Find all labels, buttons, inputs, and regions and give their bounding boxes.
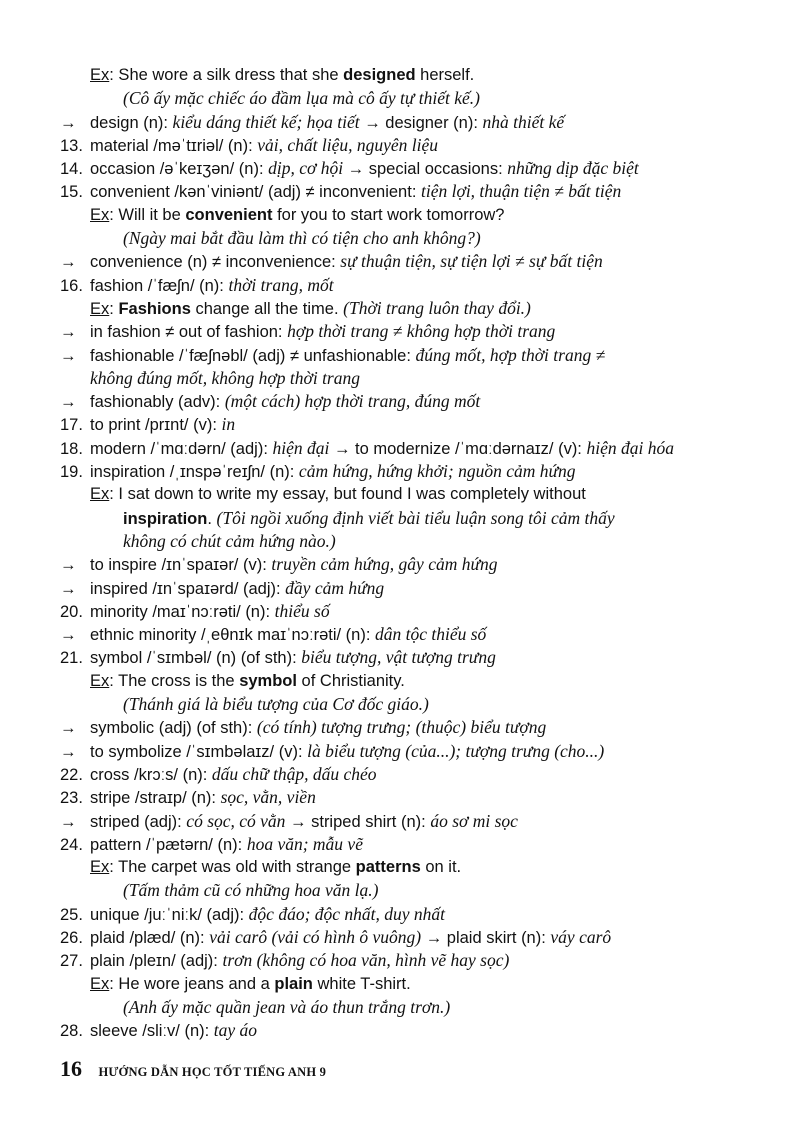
example-line — [60, 670, 740, 693]
entry-number: 27. — [60, 952, 83, 971]
highlighted-word: convenient — [185, 205, 273, 224]
arrow-icon: → — [60, 346, 77, 365]
arrow-icon: → — [60, 742, 77, 761]
vietnamese-meaning: váy carô — [550, 926, 612, 947]
vietnamese-meaning: truyền cảm hứng, gây cảm hứng — [271, 554, 498, 575]
english-text: herself. — [415, 66, 475, 84]
english-text: occasion /əˈkeɪʒən/ (n): — [90, 160, 269, 179]
example-label: Ex — [90, 66, 110, 84]
vietnamese-meaning: tay áo — [213, 1020, 258, 1041]
english-text: change all the time. — [190, 299, 344, 318]
entry-number: 26. — [60, 928, 83, 947]
english-text: → designer (n): — [359, 113, 483, 132]
vietnamese-meaning: hiện đại — [272, 437, 330, 458]
highlighted-word: patterns — [355, 858, 421, 877]
vietnamese-meaning: biểu tượng, vật tượng trưng — [301, 647, 496, 668]
derived-word-line — [60, 390, 740, 413]
english-text: symbol /ˈsɪmbəl/ (n) (of sth): — [90, 649, 302, 668]
vietnamese-meaning: in — [221, 414, 236, 435]
english-text: : I sat down to write my essay, but found I was completely without — [109, 485, 586, 504]
english-text: minority /maɪˈnɔːrəti/ (n): — [90, 602, 275, 621]
vietnamese-meaning: đúng mốt, hợp thời trang ≠ — [415, 344, 606, 365]
vietnamese-meaning: vải, chất liệu, nguyên liệu — [257, 134, 439, 155]
book-title: HƯỚNG DẪN HỌC TỐT TIẾNG ANH 9 — [98, 1065, 327, 1079]
vietnamese-meaning: tiện lợi, thuận tiện ≠ bất tiện — [421, 181, 622, 202]
english-text: material /məˈtɪriəl/ (n): — [90, 136, 258, 155]
entry-number: 14. — [60, 160, 83, 179]
english-text: in fashion ≠ out of fashion: — [90, 323, 288, 342]
entry-number: 25. — [60, 905, 83, 924]
entry-number: 16. — [60, 276, 83, 295]
vietnamese-meaning: (Thời trang luôn thay đổi.) — [343, 297, 531, 318]
derived-word-line — [60, 344, 740, 367]
english-text: inspiration /ˌɪnspəˈreɪʃn/ (n): — [90, 463, 299, 482]
entry-number: 23. — [60, 789, 83, 808]
vietnamese-meaning: áo sơ mi sọc — [430, 810, 518, 831]
example-label: Ex — [90, 485, 110, 504]
translation-line — [60, 87, 740, 110]
vocab-entry — [60, 786, 740, 809]
derived-word-line — [60, 623, 740, 646]
vietnamese-meaning: (một cách) hợp thời trang, đúng mốt — [224, 391, 481, 412]
vocab-entry — [60, 460, 740, 483]
arrow-icon: → — [60, 113, 77, 132]
english-text: unique /juːˈniːk/ (adj): — [90, 905, 249, 924]
vietnamese-meaning: không đúng mốt, không hợp thời trang — [90, 367, 360, 388]
vietnamese-meaning: hợp thời trang ≠ không hợp thời trang — [287, 321, 556, 342]
derived-word-line — [60, 320, 740, 343]
highlighted-word: designed — [343, 66, 416, 84]
english-text: of Christianity. — [296, 671, 405, 690]
example-line — [60, 973, 740, 996]
entry-number: 13. — [60, 136, 83, 155]
vietnamese-meaning: dấu chữ thập, dấu chéo — [211, 763, 377, 784]
highlighted-word: symbol — [239, 671, 297, 690]
english-text: inspired /ɪnˈspaɪərd/ (adj): — [90, 579, 286, 598]
derived-word-line — [60, 553, 740, 576]
english-text: striped (adj): — [90, 812, 187, 831]
translation-line — [60, 996, 740, 1019]
english-text: : — [109, 299, 119, 318]
vietnamese-meaning: không có chút cảm hứng nào.) — [123, 530, 336, 551]
english-text: fashion /ˈfæʃn/ (n): — [90, 276, 229, 295]
english-text: : Will it be — [109, 205, 186, 224]
arrow-icon: → — [60, 556, 77, 575]
derived-word-line — [60, 111, 740, 134]
vocab-entry — [60, 180, 740, 203]
english-text: → striped shirt (n): — [285, 812, 431, 831]
example-line — [60, 856, 740, 879]
vocab-entry — [60, 413, 740, 436]
entry-number: 21. — [60, 649, 83, 668]
vietnamese-meaning: (Cô ấy mặc chiếc áo đầm lụa mà cô ấy tự thiết kế.) — [123, 88, 481, 109]
translation-line — [60, 530, 740, 553]
vietnamese-meaning: kiểu dáng thiết kế; họa tiết — [172, 111, 360, 132]
page-number: 16 — [60, 1056, 82, 1081]
page-footer — [60, 1056, 326, 1082]
english-text: modern /ˈmɑːdərn/ (adj): — [90, 439, 273, 458]
arrow-icon: → — [60, 393, 77, 412]
vietnamese-meaning: (Thánh giá là biểu tượng của Cơ đốc giáo.) — [123, 694, 429, 715]
english-text: on it. — [420, 858, 462, 877]
english-text: ethnic minority /ˌeθnɪk maɪˈnɔːrəti/ (n): — [90, 626, 375, 645]
vietnamese-meaning: (Tôi ngồi xuống định viết bài tiểu luận song tôi cảm thấy — [216, 507, 615, 528]
entry-number: 15. — [60, 183, 83, 202]
english-text: : She wore a silk dress that she — [109, 66, 344, 84]
english-text: convenience (n) ≠ inconvenience: — [90, 253, 341, 272]
highlighted-word: Fashions — [118, 299, 191, 318]
entry-number: 22. — [60, 765, 83, 784]
vietnamese-meaning: hoa văn; mẫu vẽ — [246, 833, 363, 854]
vietnamese-meaning: đầy cảm hứng — [285, 577, 385, 598]
arrow-icon: → — [60, 719, 77, 738]
vocab-entry — [60, 903, 740, 926]
vietnamese-meaning: thời trang, mốt — [228, 274, 334, 295]
vietnamese-meaning: sự thuận tiện, sự tiện lợi ≠ sự bất tiện — [340, 251, 603, 272]
english-text: stripe /straɪp/ (n): — [90, 789, 221, 808]
example-label: Ex — [90, 858, 110, 877]
vocab-entry — [60, 274, 740, 297]
english-text: fashionable /ˈfæʃnəbl/ (adj) ≠ unfashionable: — [90, 346, 416, 365]
vocab-entry — [60, 763, 740, 786]
entry-number: 19. — [60, 463, 83, 482]
example-label: Ex — [90, 974, 110, 993]
entry-number: 28. — [60, 1022, 83, 1041]
translation-line — [60, 693, 740, 716]
highlighted-word: plain — [274, 974, 313, 993]
translation-line — [60, 879, 740, 902]
vocab-entry — [60, 926, 740, 949]
vocab-entry — [60, 134, 740, 157]
vocab-entry — [60, 600, 740, 623]
continuation-line — [60, 367, 740, 390]
derived-word-line — [60, 740, 740, 763]
vietnamese-meaning: cảm hứng, hứng khởi; nguồn cảm hứng — [298, 461, 576, 482]
english-text: design (n): — [90, 113, 173, 132]
arrow-icon: → — [60, 579, 77, 598]
translation-line — [60, 507, 740, 530]
example-line — [60, 297, 740, 320]
page-body — [60, 64, 740, 1042]
derived-word-line — [60, 577, 740, 600]
english-text: white T-shirt. — [312, 974, 411, 993]
vietnamese-meaning: vải carô (vải có hình ô vuông) — [209, 926, 422, 947]
vietnamese-meaning: độc đáo; độc nhất, duy nhất — [248, 903, 446, 924]
english-text: → special occasions: — [343, 160, 508, 179]
english-text: for you to start work tomorrow? — [272, 205, 505, 224]
derived-word-line — [60, 810, 740, 833]
english-text: : The cross is the — [109, 671, 240, 690]
entry-number: 20. — [60, 602, 83, 621]
english-text: to symbolize /ˈsɪmbəlaɪz/ (v): — [90, 742, 308, 761]
english-text: convenient /kənˈviniənt/ (adj) ≠ inconvenient: — [90, 183, 421, 202]
example-line — [60, 204, 740, 227]
vietnamese-meaning: thiểu số — [274, 600, 330, 621]
arrow-icon: → — [60, 626, 77, 645]
example-line — [60, 64, 740, 87]
english-text: to inspire /ɪnˈspaɪər/ (v): — [90, 556, 272, 575]
english-text: to print /prɪnt/ (v): — [90, 416, 222, 435]
english-text: plain /pleɪn/ (adj): — [90, 952, 223, 971]
english-text: pattern /ˈpætərn/ (n): — [90, 835, 247, 854]
english-text: → to modernize /ˈmɑːdərnaɪz/ (v): — [329, 439, 587, 458]
vietnamese-meaning: (có tính) tượng trưng; (thuộc) biểu tượng — [256, 717, 547, 738]
entry-number: 18. — [60, 439, 83, 458]
derived-word-line — [60, 716, 740, 739]
example-line — [60, 483, 740, 506]
vocab-entry — [60, 833, 740, 856]
english-text: → plaid skirt (n): — [421, 928, 551, 947]
vietnamese-meaning: (Ngày mai bắt đầu làm thì có tiện cho anh không?) — [123, 228, 481, 249]
vietnamese-meaning: những dịp đặc biệt — [507, 158, 639, 179]
vietnamese-meaning: nhà thiết kế — [482, 111, 565, 132]
english-text: fashionably (adv): — [90, 393, 225, 412]
english-text: : The carpet was old with strange — [109, 858, 356, 877]
english-text: plaid /plæd/ (n): — [90, 928, 210, 947]
vocab-entry — [60, 949, 740, 972]
vietnamese-meaning: hiện đại hóa — [586, 437, 674, 458]
vietnamese-meaning: trơn (không có hoa văn, hình vẽ hay sọc) — [222, 950, 510, 971]
entry-number: 17. — [60, 416, 83, 435]
example-label: Ex — [90, 671, 110, 690]
vietnamese-meaning: là biểu tượng (của...); tượng trưng (cho...) — [307, 740, 605, 761]
arrow-icon: → — [60, 812, 77, 831]
translation-line — [60, 227, 740, 250]
english-text: symbolic (adj) (of sth): — [90, 719, 257, 738]
english-text: . — [207, 509, 217, 528]
vocab-entry — [60, 646, 740, 669]
example-label: Ex — [90, 299, 110, 318]
vietnamese-meaning: có sọc, có vằn — [186, 810, 286, 831]
derived-word-line — [60, 250, 740, 273]
vocab-entry — [60, 437, 740, 460]
highlighted-word: inspiration — [123, 509, 208, 528]
vietnamese-meaning: (Anh ấy mặc quần jean và áo thun trắng trơn.) — [123, 996, 451, 1017]
entry-number: 24. — [60, 835, 83, 854]
vocab-entry — [60, 157, 740, 180]
vietnamese-meaning: dịp, cơ hội — [268, 158, 344, 179]
example-label: Ex — [90, 205, 110, 224]
english-text: cross /krɔːs/ (n): — [90, 765, 212, 784]
vocab-entry — [60, 1019, 740, 1042]
arrow-icon: → — [60, 323, 77, 342]
english-text: sleeve /sliːv/ (n): — [90, 1022, 214, 1041]
arrow-icon: → — [60, 253, 77, 272]
english-text: : He wore jeans and a — [109, 974, 275, 993]
vietnamese-meaning: sọc, vằn, viền — [220, 787, 316, 808]
vietnamese-meaning: dân tộc thiểu số — [375, 624, 487, 645]
vietnamese-meaning: (Tấm thảm cũ có những hoa văn lạ.) — [123, 880, 379, 901]
